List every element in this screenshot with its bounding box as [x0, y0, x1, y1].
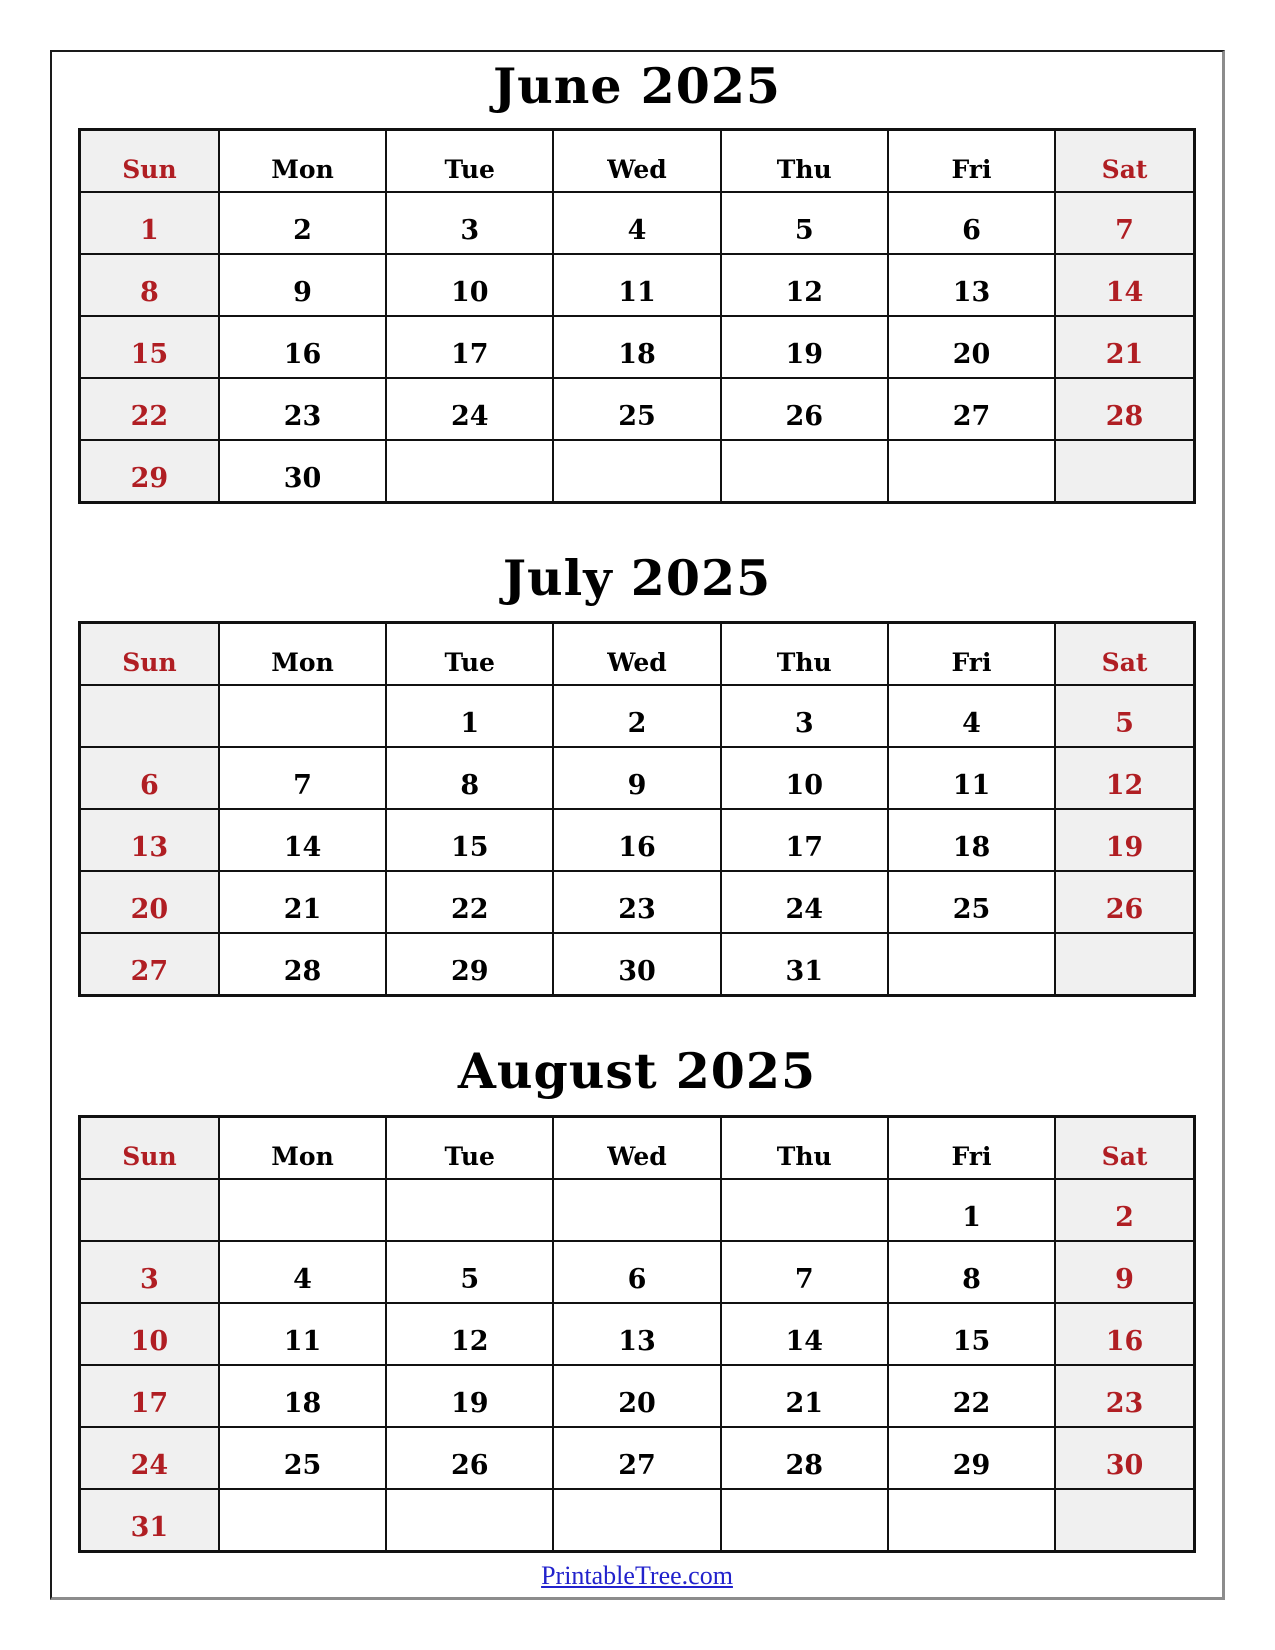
day-cell: 6: [553, 1241, 720, 1303]
day-cell: 28: [219, 933, 386, 996]
weekday-header-sat: Sat: [1055, 622, 1194, 685]
weekday-header-thu: Thu: [721, 130, 888, 193]
day-cell: 31: [721, 933, 888, 996]
calendar-body: [80, 685, 1195, 996]
month-section-july: [52, 550, 1222, 996]
empty-day-cell: [1055, 440, 1194, 503]
day-cell: 3: [721, 685, 888, 747]
week-row: [80, 254, 1195, 316]
empty-day-cell: [219, 1489, 386, 1552]
calendar-body: [80, 192, 1195, 503]
day-cell: 13: [888, 254, 1055, 316]
empty-day-cell: [386, 1489, 553, 1552]
day-cell: 6: [80, 747, 219, 809]
empty-day-cell: [1055, 1489, 1194, 1552]
day-cell: 13: [80, 809, 219, 871]
day-cell: 19: [1055, 809, 1194, 871]
weekday-header-tue: Tue: [386, 622, 553, 685]
empty-day-cell: [553, 1179, 720, 1241]
empty-day-cell: [386, 1179, 553, 1241]
day-cell: 16: [553, 809, 720, 871]
day-cell: 29: [888, 1427, 1055, 1489]
weekday-header-fri: Fri: [888, 622, 1055, 685]
day-cell: 28: [1055, 378, 1194, 440]
day-cell: 3: [80, 1241, 219, 1303]
day-cell: 14: [1055, 254, 1194, 316]
weekday-header-sat: Sat: [1055, 130, 1194, 193]
day-cell: 9: [1055, 1241, 1194, 1303]
week-row: [80, 192, 1195, 254]
day-cell: 5: [721, 192, 888, 254]
day-cell: 15: [386, 809, 553, 871]
day-cell: 22: [386, 871, 553, 933]
day-cell: 12: [386, 1303, 553, 1365]
empty-day-cell: [888, 933, 1055, 996]
day-cell: 12: [721, 254, 888, 316]
month-section-june: [52, 58, 1222, 504]
day-cell: 9: [219, 254, 386, 316]
day-cell: 24: [721, 871, 888, 933]
day-cell: 21: [219, 871, 386, 933]
day-cell: 6: [888, 192, 1055, 254]
empty-day-cell: [888, 440, 1055, 503]
day-cell: 7: [219, 747, 386, 809]
day-cell: 21: [1055, 316, 1194, 378]
day-cell: 17: [80, 1365, 219, 1427]
day-cell: 30: [1055, 1427, 1194, 1489]
weekday-header-sat: Sat: [1055, 1117, 1194, 1180]
day-cell: 10: [386, 254, 553, 316]
day-cell: 24: [386, 378, 553, 440]
week-row: [80, 440, 1195, 503]
day-cell: 31: [80, 1489, 219, 1552]
weekday-header-sun: Sun: [80, 130, 219, 193]
day-cell: 10: [80, 1303, 219, 1365]
day-cell: 1: [386, 685, 553, 747]
day-cell: 14: [721, 1303, 888, 1365]
empty-day-cell: [219, 1179, 386, 1241]
day-cell: 20: [553, 1365, 720, 1427]
calendar-table-june: [78, 128, 1196, 504]
day-cell: 18: [888, 809, 1055, 871]
day-cell: 7: [721, 1241, 888, 1303]
day-cell: 25: [888, 871, 1055, 933]
day-cell: 8: [386, 747, 553, 809]
day-cell: 10: [721, 747, 888, 809]
week-row: [80, 809, 1195, 871]
weekday-header-mon: Mon: [219, 622, 386, 685]
day-cell: 23: [219, 378, 386, 440]
calendar-table-august: [78, 1115, 1196, 1553]
weekday-header-row: [80, 130, 1195, 193]
day-cell: 26: [721, 378, 888, 440]
day-cell: 18: [553, 316, 720, 378]
day-cell: 27: [553, 1427, 720, 1489]
day-cell: 26: [386, 1427, 553, 1489]
day-cell: 30: [219, 440, 386, 503]
weekday-header-wed: Wed: [553, 130, 720, 193]
day-cell: 20: [888, 316, 1055, 378]
day-cell: 17: [721, 809, 888, 871]
day-cell: 22: [80, 378, 219, 440]
day-cell: 2: [1055, 1179, 1194, 1241]
week-row: [80, 871, 1195, 933]
day-cell: 16: [1055, 1303, 1194, 1365]
week-row: [80, 1365, 1195, 1427]
empty-day-cell: [80, 1179, 219, 1241]
calendar-table-july: [78, 621, 1196, 997]
weekday-header-tue: Tue: [386, 130, 553, 193]
day-cell: 15: [80, 316, 219, 378]
week-row: [80, 1427, 1195, 1489]
week-row: [80, 747, 1195, 809]
footer-site-link[interactable]: PrintableTree.com: [541, 1561, 733, 1591]
weekday-header-row: [80, 622, 1195, 685]
day-cell: 1: [888, 1179, 1055, 1241]
week-row: [80, 316, 1195, 378]
day-cell: 11: [219, 1303, 386, 1365]
empty-day-cell: [553, 440, 720, 503]
day-cell: 14: [219, 809, 386, 871]
day-cell: 2: [553, 685, 720, 747]
week-row: [80, 1303, 1195, 1365]
empty-day-cell: [219, 685, 386, 747]
day-cell: 17: [386, 316, 553, 378]
day-cell: 19: [721, 316, 888, 378]
day-cell: 11: [888, 747, 1055, 809]
day-cell: 27: [80, 933, 219, 996]
day-cell: 4: [219, 1241, 386, 1303]
weekday-header-wed: Wed: [553, 1117, 720, 1180]
empty-day-cell: [721, 1179, 888, 1241]
weekday-header-sun: Sun: [80, 622, 219, 685]
weekday-header-wed: Wed: [553, 622, 720, 685]
day-cell: 26: [1055, 871, 1194, 933]
empty-day-cell: [721, 1489, 888, 1552]
weekday-header-fri: Fri: [888, 130, 1055, 193]
day-cell: 3: [386, 192, 553, 254]
day-cell: 5: [386, 1241, 553, 1303]
week-row: [80, 1179, 1195, 1241]
weekday-header-row: [80, 1117, 1195, 1180]
day-cell: 23: [553, 871, 720, 933]
month-section-august: [52, 1043, 1222, 1553]
weekday-header-mon: Mon: [219, 130, 386, 193]
page-frame: [50, 50, 1225, 1600]
week-row: [80, 1489, 1195, 1552]
day-cell: 27: [888, 378, 1055, 440]
empty-day-cell: [386, 440, 553, 503]
day-cell: 4: [553, 192, 720, 254]
day-cell: 12: [1055, 747, 1194, 809]
month-title-july: July 2025: [502, 549, 772, 608]
week-row: [80, 933, 1195, 996]
weekday-header-thu: Thu: [721, 1117, 888, 1180]
weekday-header-mon: Mon: [219, 1117, 386, 1180]
empty-day-cell: [553, 1489, 720, 1552]
day-cell: 16: [219, 316, 386, 378]
weekday-header-row: [80, 130, 1195, 193]
month-title-august: August 2025: [457, 1041, 817, 1100]
empty-day-cell: [888, 1489, 1055, 1552]
day-cell: 5: [1055, 685, 1194, 747]
week-row: [80, 1241, 1195, 1303]
day-cell: 19: [386, 1365, 553, 1427]
day-cell: 18: [219, 1365, 386, 1427]
day-cell: 24: [80, 1427, 219, 1489]
day-cell: 29: [80, 440, 219, 503]
week-row: [80, 378, 1195, 440]
day-cell: 22: [888, 1365, 1055, 1427]
day-cell: 30: [553, 933, 720, 996]
day-cell: 15: [888, 1303, 1055, 1365]
weekday-header-fri: Fri: [888, 1117, 1055, 1180]
day-cell: 11: [553, 254, 720, 316]
weekday-header-tue: Tue: [386, 1117, 553, 1180]
day-cell: 2: [219, 192, 386, 254]
day-cell: 29: [386, 933, 553, 996]
empty-day-cell: [1055, 933, 1194, 996]
day-cell: 20: [80, 871, 219, 933]
day-cell: 25: [219, 1427, 386, 1489]
week-row: [80, 685, 1195, 747]
empty-day-cell: [80, 685, 219, 747]
day-cell: 23: [1055, 1365, 1194, 1427]
weekday-header-row: [80, 622, 1195, 685]
day-cell: 1: [80, 192, 219, 254]
calendar-body: [80, 1179, 1195, 1552]
weekday-header-sun: Sun: [80, 1117, 219, 1180]
day-cell: 13: [553, 1303, 720, 1365]
weekday-header-row: [80, 1117, 1195, 1180]
month-title-june: June 2025: [492, 57, 782, 115]
day-cell: 28: [721, 1427, 888, 1489]
day-cell: 7: [1055, 192, 1194, 254]
footer: [52, 1561, 1222, 1591]
day-cell: 25: [553, 378, 720, 440]
day-cell: 9: [553, 747, 720, 809]
day-cell: 8: [80, 254, 219, 316]
day-cell: 4: [888, 685, 1055, 747]
day-cell: 21: [721, 1365, 888, 1427]
empty-day-cell: [721, 440, 888, 503]
weekday-header-thu: Thu: [721, 622, 888, 685]
day-cell: 8: [888, 1241, 1055, 1303]
